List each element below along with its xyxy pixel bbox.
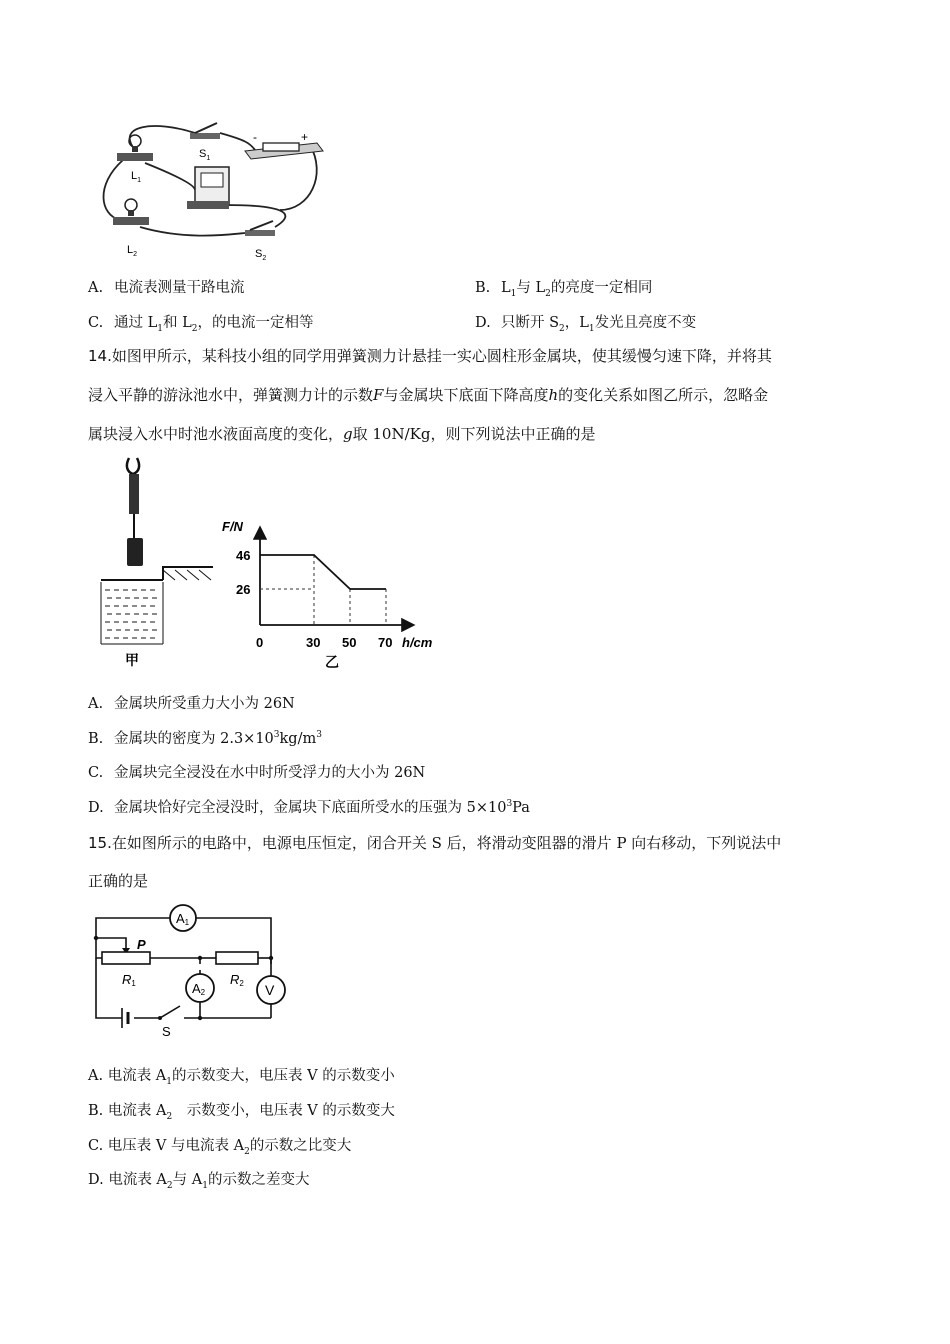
svg-text:A2: A2: [192, 981, 206, 997]
q14-option-a: A. 金属块所受重力大小为 26N: [88, 696, 295, 712]
q14-chart: [222, 515, 452, 675]
battery-icon: [245, 143, 323, 159]
y-axis-label: F/N: [222, 519, 243, 534]
x-tick-label: 30: [306, 635, 321, 650]
label-l1: $L_1$: [131, 170, 142, 184]
q14-option-d: D. 金属块恰好完全浸没时，金属块下底面所受水的压强为 $5\times 10^3Pa$: [88, 799, 530, 816]
ammeter-a2-icon: [186, 974, 214, 1002]
battery-symbol-icon: [122, 1008, 128, 1028]
label-minus: -: [253, 130, 257, 144]
x-tick-label: 70: [378, 635, 393, 650]
label-r1: R1: [122, 972, 136, 988]
resistor-r1: [102, 952, 150, 964]
q13-option-c: C. 通过 $L_1$和 $L_2$，的电流一定相等: [88, 315, 314, 334]
q13-option-a: A. 电流表测量干路电流: [88, 280, 245, 296]
svg-text:V: V: [265, 982, 275, 998]
bulb-l1-icon: [117, 135, 153, 161]
switch-s-icon: [158, 1006, 180, 1020]
q15-option-d: D. 电流表 $A_2$与 $A_1$的示数之差变大: [88, 1172, 310, 1191]
q13-option-b: B. $L_1$与 $L_2$的亮度一定相同: [475, 280, 653, 299]
x-tick-label: 0: [256, 635, 264, 650]
q15-stem-line2: 正确的是: [88, 872, 149, 890]
wire: [140, 227, 245, 236]
q13-option-d: D. 只断开 $S_2$，$L_1$发光且亮度不变: [475, 315, 697, 334]
label-l2: $L_2$: [127, 244, 138, 258]
label-plus: +: [301, 130, 309, 144]
q15-stem-line1: 15.在如图所示的电路中，电源电压恒定，闭合开关 S 后，将滑动变阻器的滑片 P 向右移动，下列说法中: [88, 834, 782, 852]
pool-icon: [101, 567, 213, 644]
q14-stem-line3: 属块浸入水中时池水液面高度的变化，g取 10N/Kg，则下列说法中正确的是: [88, 425, 596, 443]
label-s: S: [162, 1024, 171, 1039]
spring-scale-icon: [127, 458, 143, 566]
x-tick-label: 50: [342, 635, 357, 650]
q14-stem-line1: 14.如图甲所示，某科技小组的同学用弹簧测力计悬挂一实心圆柱形金属块，使其缓慢匀速下降，并将其: [88, 347, 772, 365]
label-s2: $S_2$: [255, 248, 267, 262]
label-p: P: [137, 937, 146, 952]
q15-circuit-figure: [88, 900, 298, 1040]
q14-stem-line2: 浸入平静的游泳池水中，弹簧测力计的示数F与金属块下底面下降高度h的变化关系如图乙所示，忽略金: [88, 386, 769, 404]
q15-option-b: B. 电流表 $A_2$ 示数变小，电压表 V 的示数变大: [88, 1103, 395, 1122]
q14-option-b: B. 金属块的密度为 $2.3\times 10^3kg/m^3$: [88, 730, 322, 747]
series-line: [260, 555, 386, 589]
q15-option-a: A. 电流表 $A_1$的示数变大，电压表 V 的示数变小: [88, 1068, 395, 1087]
switch-s2-icon: [245, 221, 275, 236]
switch-s1-icon: [190, 123, 220, 139]
label-r2: R2: [230, 972, 244, 988]
q14-option-c: C. 金属块完全浸没在水中时所受浮力的大小为 26N: [88, 765, 426, 781]
wire: [145, 163, 195, 190]
resistor-r2: [216, 952, 258, 964]
label-s1: $S_1$: [199, 148, 211, 162]
voltmeter-v-icon: [257, 976, 285, 1004]
y-tick-label: 46: [236, 548, 251, 563]
x-axis-label: h/cm: [402, 635, 433, 650]
wire: [103, 160, 123, 220]
wire: [225, 205, 285, 227]
svg-text:A1: A1: [176, 911, 190, 927]
q14-figure-jia: [95, 452, 220, 670]
q13-circuit-figure: [95, 115, 325, 265]
ammeter-a1-icon: [170, 905, 196, 931]
fig-label-yi: 乙: [325, 654, 339, 670]
fig-label-jia: 甲: [125, 652, 139, 668]
q15-option-c: C. 电压表 V 与电流表 $A_2$的示数之比变大: [88, 1138, 352, 1157]
y-tick-label: 26: [236, 582, 251, 597]
wire: [220, 133, 255, 150]
bulb-l2-icon: [113, 199, 149, 225]
